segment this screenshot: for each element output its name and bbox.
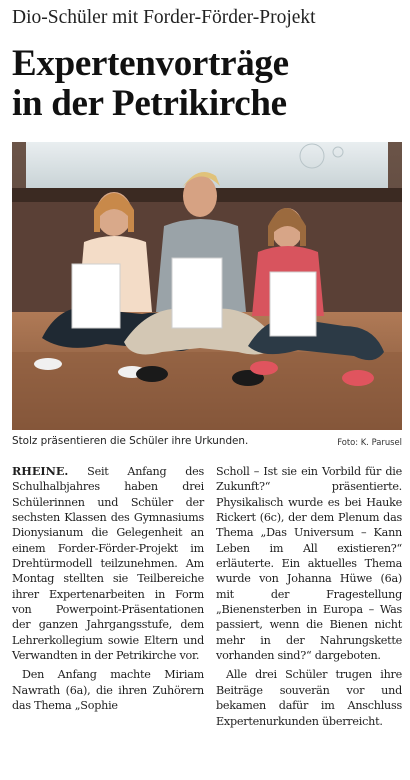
headline-line-2: in der Petrikirche: [12, 83, 287, 124]
paragraph-1-text: Seit Anfang des Schulhalbjahres haben drei Schülerinnen und Schüler der sechsten Klassen des Gymnasiums Dionysianum die Gelegenheit an einem Forder-Förder-Projekt im Drehtürmodell teilzunehmen. Am Montag stellten sie Teilbereiche ihrer Expertenarbeiten in Form von Powerpoint-Präsentationen der ganzen Jahrgangsstufe, dem Lehrerkollegium sowie Eltern und Verwandten in der Petrikirche vor.: [12, 465, 204, 663]
dateline: RHEINE.: [12, 464, 69, 478]
article-paragraph-2: Den Anfang machte Miriam Nawrath (6a), die ihren Zuhörern das Thema „Sophie: [12, 668, 204, 713]
article-kicker: Dio-Schüler mit Forder-Förder-Projekt: [12, 7, 316, 28]
article-paragraph-4: Alle drei Schüler trugen ihre Beiträge souverän vor und bekamen dafür im Anschluss Expertenurkunden überreicht.: [216, 668, 402, 728]
article-headline: [12, 44, 404, 124]
article-photo: [12, 142, 402, 430]
photo-students-with-certificates: [12, 142, 402, 430]
photo-credit: Foto: K. Parusel: [337, 437, 402, 447]
article-column-right: [216, 464, 402, 729]
article-paragraph-1: [12, 464, 204, 663]
photo-caption-row: [12, 433, 402, 449]
photo-caption: Stolz präsentieren die Schüler ihre Urkunden.: [12, 435, 249, 447]
headline-line-1: Expertenvorträge: [12, 43, 289, 84]
article-column-left: [12, 464, 204, 714]
article-paragraph-3: Scholl – Ist sie ein Vorbild für die Zukunft?“ präsentierte. Physikalisch wurde es bei Hauke Rickert (6c), der dem Plenum das Thema „Das Universum – Kann Leben im All existieren?“ erläuterte. Ein aktuelles Thema wurde von Johanna Hüwe (6a) mit der Fragestellung „Bienensterben in Europa – Was passiert, wenn die Bienen nicht mehr in der Nahrungskette vorhanden sind?“ dargeboten.: [216, 465, 402, 663]
